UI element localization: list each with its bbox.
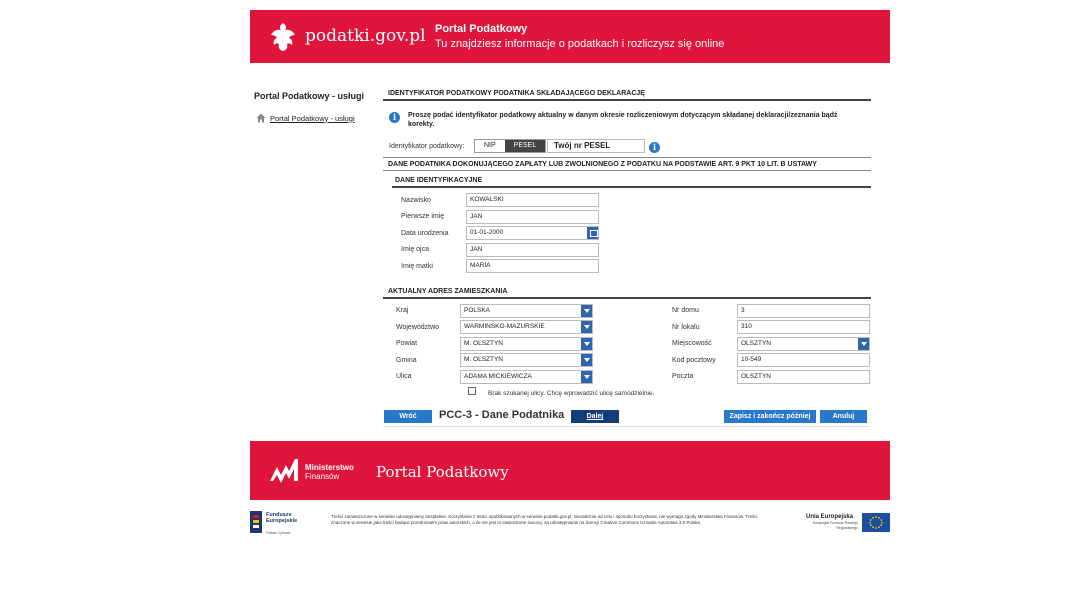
first-name-label: Pierwsze imię: [401, 213, 445, 220]
apartment-number-label: Nr lokalu: [672, 324, 700, 331]
copyright-disclaimer: Treści zamieszczone w serwisie udostępniamy bezpłatnie. Korzystanie z treści opublikowanych w serwisie podatki.gov.pl, niezależnie od celu i sposobu korzystania, nie wymaga zgody Ministerstwa Finansów. Treści znaczone w serwisie jako treści będące przedmiotem praw autorskich, o ile nie jest to stwierdzone inaczej, są udostępnianie na licencji Creative Commons Uznanie Autorstwa 3.0 Polska.: [331, 514, 758, 525]
municipality-select[interactable]: [460, 353, 593, 367]
save-and-finish-later-button[interactable]: Zapisz i zakończ później: [724, 410, 816, 423]
cancel-button[interactable]: Anuluj: [820, 410, 867, 423]
eu-flag-icon: [862, 513, 890, 532]
county-select[interactable]: [460, 337, 593, 351]
surname-input[interactable]: KOWALSKI: [466, 193, 599, 207]
chevron-down-icon[interactable]: [581, 370, 593, 384]
section-divider: [383, 99, 871, 101]
country-value: POLSKA: [464, 307, 491, 314]
toggle-pesel[interactable]: PESEL: [505, 140, 546, 152]
street-value: ADAMA MICKIEWICZA: [464, 373, 532, 380]
chevron-down-icon[interactable]: [581, 337, 593, 351]
eagle-emblem-icon: [268, 21, 298, 53]
surname-label: Nazwisko: [401, 197, 431, 204]
apartment-number-input[interactable]: 310: [737, 320, 870, 334]
house-number-label: Nr domu: [672, 307, 699, 314]
section-divider: [383, 297, 871, 299]
county-value: M. OLSZTYN: [464, 340, 504, 347]
fe-program-name: Polska Cyfrowa: [266, 531, 291, 535]
eu-fund-name: Europejski Fundusz Rozwoju Regionalnego: [812, 521, 858, 530]
calendar-icon[interactable]: [587, 226, 599, 240]
county-label: Powiat: [396, 340, 418, 347]
mother-name-input[interactable]: MARIA: [466, 259, 599, 273]
locality-value: OLSZTYN: [741, 340, 771, 347]
form-title: PCC-3 - Dane Podatnika: [439, 409, 565, 421]
section-divider: [383, 157, 871, 158]
section-divider: [383, 170, 871, 171]
first-name-input[interactable]: JAN: [466, 210, 599, 224]
form-bottom-divider: [383, 426, 870, 427]
address-title: AKTUALNY ADRES ZAMIESZKANIA: [388, 288, 508, 295]
post-office-label: Poczta: [672, 373, 694, 380]
manual-street-checkbox[interactable]: [468, 387, 476, 395]
municipality-value: M. OLSZTYN: [464, 356, 504, 363]
toggle-nip[interactable]: NIP: [475, 140, 505, 152]
mother-name-label: Imię matki: [401, 263, 433, 270]
fe-line2: Europejskie: [266, 518, 298, 524]
postal-code-input[interactable]: 10-549: [737, 353, 870, 367]
site-logo[interactable]: podatki.gov.pl: [305, 26, 426, 46]
post-office-input[interactable]: OLSZTYN: [737, 370, 870, 384]
section-divider: [392, 186, 871, 188]
house-number-input[interactable]: 3: [737, 304, 870, 318]
birth-date-input[interactable]: [466, 226, 599, 240]
locality-label: Miejscowość: [672, 340, 712, 347]
street-select[interactable]: [460, 370, 593, 384]
european-funds-text: [266, 512, 297, 524]
chevron-down-icon[interactable]: [581, 320, 593, 334]
manual-street-label: Brak szukanej ulicy. Chcę wprowadzić ulicę samodzielnie.: [488, 390, 655, 397]
chevron-down-icon[interactable]: [581, 304, 593, 318]
identification-title: DANE IDENTYFIKACYJNE: [395, 177, 483, 184]
portal-subtitle: Tu znajdziesz informacje o podatkach i rozliczysz się online: [435, 38, 725, 50]
ministry-name: [305, 463, 354, 481]
pesel-info-icon[interactable]: i: [649, 142, 660, 153]
chevron-down-icon[interactable]: [581, 353, 593, 367]
portal-title: Portal Podatkowy: [435, 23, 528, 35]
voivodeship-select[interactable]: [460, 320, 593, 334]
voivodeship-value: WARMINSKO-MAZURSKIE: [464, 323, 545, 330]
birth-date-label: Data urodzenia: [401, 230, 449, 237]
next-button[interactable]: Dalej: [571, 410, 619, 423]
birth-date-value: 01-01-2000: [470, 229, 504, 236]
country-select[interactable]: [460, 304, 593, 318]
ministry-line2: Finansów: [305, 472, 340, 481]
voivodeship-label: Województwo: [396, 324, 440, 331]
ministry-logo-icon: [268, 457, 300, 483]
back-button[interactable]: Wróć: [384, 410, 432, 423]
father-name-label: Imię ojca: [401, 246, 430, 253]
home-icon: [256, 113, 266, 123]
sidebar-title: Portal Podatkowy - usługi: [254, 91, 365, 101]
fe-line1: Fundusze: [266, 512, 292, 518]
sidebar-link-services[interactable]: [256, 113, 355, 123]
father-name-input[interactable]: JAN: [466, 243, 599, 257]
info-icon: i: [389, 112, 400, 123]
country-label: Kraj: [396, 307, 409, 314]
sidebar-link-label: Portal Podatkowy - usługi: [270, 113, 355, 123]
european-funds-logo-icon: [250, 511, 262, 533]
street-label: Ulica: [396, 373, 412, 380]
pesel-input[interactable]: Twój nr PESEL: [547, 139, 645, 153]
footer-portal-title: Portal Podatkowy: [376, 463, 509, 481]
identifier-info-text: Proszę podać identyfikator podatkowy aktualny w danym okresie rozliczeniowym dotyczącym składanej deklaracji/zeznania bądź korekty.: [408, 112, 838, 128]
locality-select[interactable]: [737, 337, 870, 351]
municipality-label: Gmina: [396, 357, 417, 364]
ministry-line1: Ministerstwo: [305, 463, 354, 472]
site-header: [250, 10, 890, 63]
identifier-label: Identyfikator podatkowy:: [389, 143, 465, 150]
site-footer: [250, 441, 890, 500]
eu-title: Unia Europejska: [806, 514, 854, 520]
identifier-section-title: IDENTYFIKATOR PODATKOWY PODATNIKA SKŁADAJĄCEGO DEKLARACJĘ: [388, 90, 645, 97]
identifier-type-toggle[interactable]: [474, 139, 546, 153]
postal-code-label: Kod pocztowy: [672, 357, 716, 364]
taxpayer-section-title: DANE PODATNIKA DOKONUJĄCEGO ZAPŁATY LUB ZWOLNIONEGO Z PODATKU NA PODSTAWIE ART. 9 PKT 10 LIT. B USTAWY: [388, 161, 817, 168]
chevron-down-icon[interactable]: [858, 337, 870, 351]
